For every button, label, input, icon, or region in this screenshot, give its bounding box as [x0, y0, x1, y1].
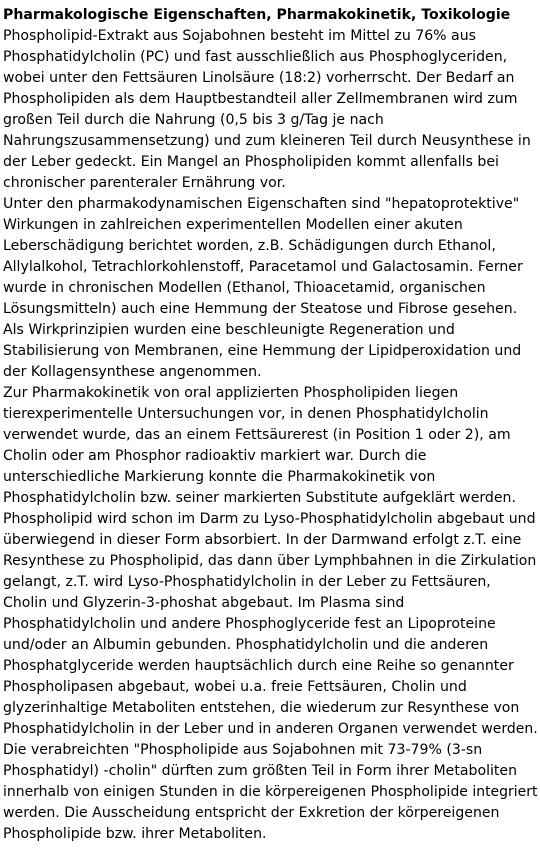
text-line: Phosphatidylcholin und andere Phosphoglyceride fest an Lipoproteine: [3, 616, 496, 632]
text-line: werden. Die Ausscheidung entspricht der Exkretion der körpereigenen: [3, 805, 500, 821]
text-line: tierexperimentelle Untersuchungen vor, in denen Phosphatidylcholin: [3, 406, 489, 422]
text-line: der Leber gedeckt. Ein Mangel an Phospholipiden kommt allenfalls bei: [3, 154, 499, 170]
text-line: Phosphatidylcholin in der Leber und in anderen Organen verwendet werden.: [3, 721, 538, 737]
text-line: Phospholipiden als dem Hauptbestandteil aller Zellmembranen wird zum: [3, 91, 518, 107]
text-line: und/oder an Albumin gebunden. Phosphatidylcholin und die anderen: [3, 637, 489, 653]
text-line: der Kollagensynthese angenommen.: [3, 364, 262, 380]
text-line: unterschiedliche Markierung konnte die Pharmakokinetik von: [3, 469, 436, 485]
text-line: Wirkungen in zahlreichen experimentellen Modellen einer akuten: [3, 217, 463, 233]
text-line: Unter den pharmakodynamischen Eigenschaften sind "hepatoprotektive": [3, 196, 520, 212]
text-line: Phospholipid-Extrakt aus Sojabohnen besteht im Mittel zu 76% aus: [3, 28, 476, 44]
text-line: überwiegend in dieser Form absorbiert. In der Darmwand erfolgt z.T. eine: [3, 532, 522, 548]
text-line: gelangt, z.T. wird Lyso-Phosphatidylcholin in der Leber zu Fettsäuren,: [3, 574, 491, 590]
text-line: Phospholipasen abgebaut, wobei u.a. freie Fettsäuren, Cholin und: [3, 679, 467, 695]
text-line: Als Wirkprinzipien wurden eine beschleunigte Regeneration und: [3, 322, 455, 338]
text-line: Resynthese zu Phospholipid, das dann über Lymphbahnen in die Zirkulation: [3, 553, 537, 569]
text-line: Allylalkohol, Tetrachlorkohlenstoff, Paracetamol und Galactosamin. Ferner: [3, 259, 523, 275]
text-line: Nahrungszusammensetzung) und zum kleineren Teil durch Neusynthese in: [3, 133, 531, 149]
section-heading: Pharmakologische Eigenschaften, Pharmakokinetik, Toxikologie: [3, 7, 511, 23]
text-line: Phospholipide bzw. ihrer Metaboliten.: [3, 826, 267, 842]
text-line: glyzerinhaltige Metaboliten entstehen, die wiederum zur Resynthese von: [3, 700, 520, 716]
text-line: Phosphatglyceride werden hauptsächlich durch eine Reihe so genannter: [3, 658, 514, 674]
text-line: wobei unter den Fettsäuren Linolsäure (18:2) vorherrscht. Der Bedarf an: [3, 70, 515, 86]
text-line: großen Teil durch die Nahrung (0,5 bis 3 g/Tag je nach: [3, 112, 384, 128]
text-line: Stabilisierung von Membranen, eine Hemmung der Lipidperoxidation und: [3, 343, 522, 359]
text-line: Phosphatidylcholin bzw. seiner markierten Substitute aufgeklärt werden.: [3, 490, 516, 506]
document-section: [3, 5, 537, 845]
text-line: Cholin oder am Phosphor radioaktiv markiert war. Durch die: [3, 448, 427, 464]
document-body: [3, 26, 537, 845]
text-line: Phosphatidyl) -cholin" dürften zum größten Teil in Form ihrer Metaboliten: [3, 763, 518, 779]
text-line: Zur Pharmakokinetik von oral applizierten Phospholipiden liegen: [3, 385, 459, 401]
text-line: chronischer parenteraler Ernährung vor.: [3, 175, 286, 191]
text-line: Lösungsmitteln) auch eine Hemmung der Steatose und Fibrose gesehen.: [3, 301, 518, 317]
text-line: Phosphatidylcholin (PC) und fast ausschließlich aus Phosphoglyceriden,: [3, 49, 508, 65]
text-line: wurde in chronischen Modellen (Ethanol, Thioacetamid, organischen: [3, 280, 486, 296]
text-line: Phospholipid wird schon im Darm zu Lyso-Phosphatidylcholin abgebaut und: [3, 511, 536, 527]
text-line: Die verabreichten "Phospholipide aus Sojabohnen mit 73-79% (3-sn: [3, 742, 483, 758]
text-line: verwendet wurde, das an einem Fettsäurerest (in Position 1 oder 2), am: [3, 427, 511, 443]
text-line: Leberschädigung berichtet worden, z.B. Schädigungen durch Ethanol,: [3, 238, 496, 254]
text-line: innerhalb von einigen Stunden in die körpereigenen Phospholipide integriert: [3, 784, 538, 800]
text-line: Cholin und Glyzerin-3-phoshat abgebaut. Im Plasma sind: [3, 595, 405, 611]
